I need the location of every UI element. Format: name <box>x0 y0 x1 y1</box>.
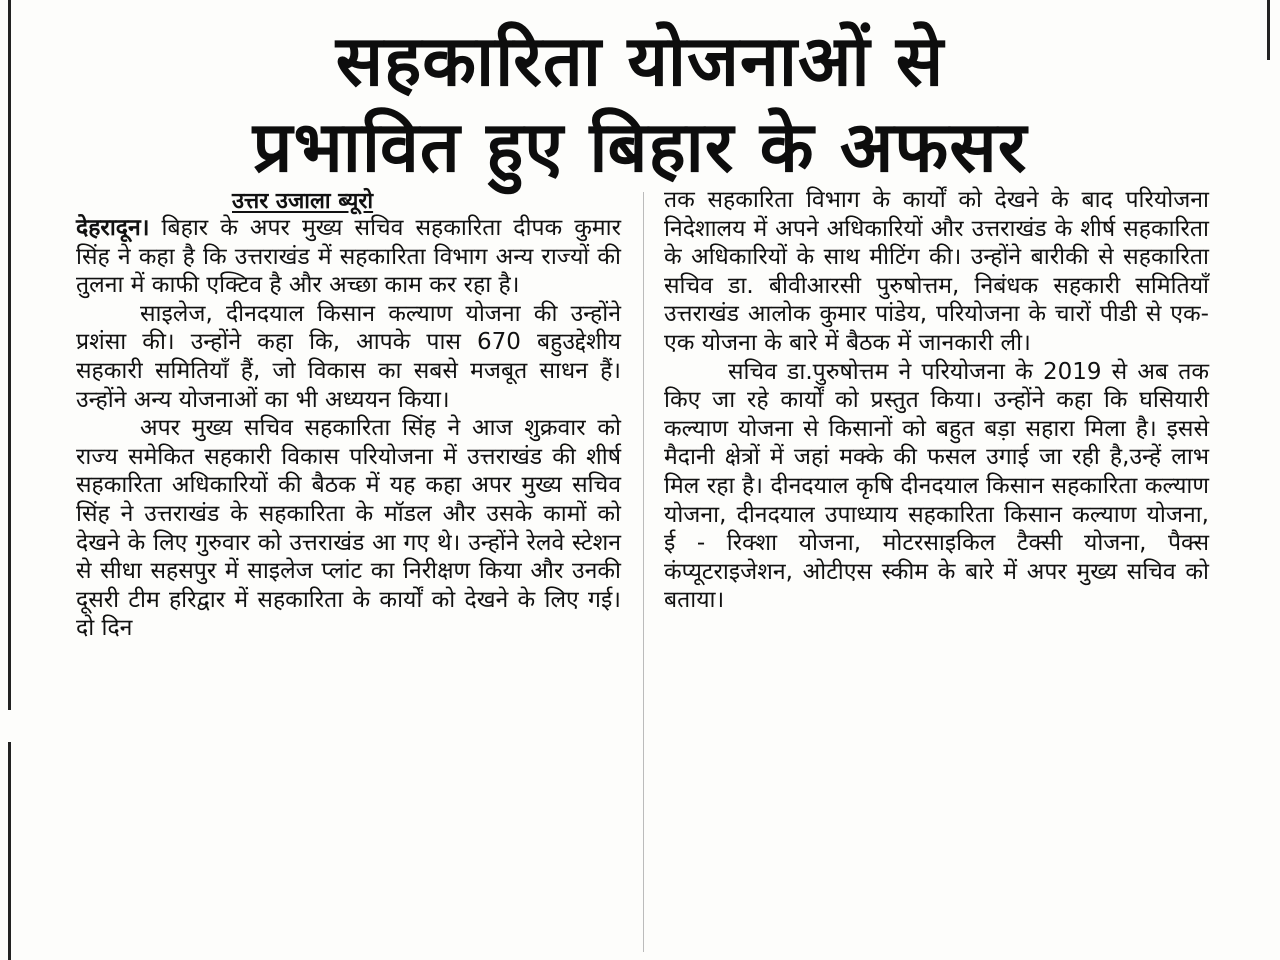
right-border-rule <box>1267 0 1270 60</box>
paragraph-2: साइलेज, दीनदयाल किसान कल्याण योजना की उन्होंने प्रशंसा की। उन्होंने कहा कि, आपके पास 670 बहुउद्देशीय सहकारी समितियाँ हैं, जो विकास का सबसे मजबूत साधन हैं। उन्होंने अन्य योजनाओं का भी अध्ययन किया। <box>76 300 621 413</box>
headline-line-1: सहकारिता योजनाओं से <box>335 20 945 102</box>
article-column-right <box>664 186 1209 615</box>
paragraph-3: अपर मुख्य सचिव सहकारिता सिंह ने आज शुक्रवार को राज्य समेकित सहकारी विकास परियोजना में उत्तराखंड की शीर्ष सहकारिता अधिकारियों की बैठक में यह कहा अपर मुख्य सचिव सिंह ने उत्तराखंड के सहकारिता के मॉडल और उसके कामों को देखने के लिए गुरुवार को उत्तराखंड आ गए थे। उन्होंने रेलवे स्टेशन से सीधा सहसपुर में साइलेज प्लांट का निरीक्षण किया और उनकी दूसरी टीम हरिद्वार में सहकारिता के कार्यों को देखने के लिए गई। दो दिन <box>76 415 621 642</box>
headline-line-2: प्रभावित हुए बिहार के अफसर <box>252 106 1028 188</box>
column-divider <box>643 192 644 952</box>
dateline: देहरादून। <box>76 215 150 241</box>
left-border-rule-top <box>8 0 11 710</box>
paragraph-5: सचिव डा.पुरुषोत्तम ने परियोजना के 2019 से अब तक किए जा रहे कार्यों को प्रस्तुत किया। उन्होंने कहा कि घसियारी कल्याण योजना से किसानों को बहुत बड़ा सहारा मिला है। इससे मैदानी क्षेत्रों में जहां मक्के की फसल उगाई जा रही है,उन्हें लाभ मिल रहा है। दीनदयाल कृषि दीनदयाल किसान सहकारिता कल्याण योजना, दीनदयाल उपाध्याय सहकारिता किसान कल्याण योजना, ई - रिक्शा योजना, मोटरसाइकिल टैक्सी योजना, पैक्स कंप्यूटराइजेशन, ओटीएस स्कीम के बारे में अपर मुख्य सचिव को बताया। <box>664 358 1209 614</box>
paragraph-4: तक सहकारिता विभाग के कार्यों को देखने के बाद परियोजना निदेशालय में अपने अधिकारियों और उत्तराखंड के शीर्ष सहकारिता के अधिकारियों के साथ मीटिंग की। उन्होंने बारीकी से सहकारिता सचिव डा. बीवीआरसी पुरुषोत्तम, निबंधक सहकारी समितियाँ उत्तराखंड आलोक कुमार पांडेय, परियोजना के चारों पीडी से एक-एक योजना के बारे में बैठक में जानकारी ली। <box>664 187 1209 356</box>
left-border-rule-bottom <box>8 742 11 960</box>
paragraph-1-text: बिहार के अपर मुख्य सचिव सहकारिता दीपक कुमार सिंह ने कहा है कि उत्तराखंड में सहकारिता विभाग अन्य राज्यों की तुलना में काफी एक्टिव है और अच्छा काम कर रहा है। <box>76 215 621 299</box>
headline <box>60 18 1220 190</box>
article-column-left <box>76 214 621 643</box>
paragraph-1 <box>76 214 621 300</box>
byline: उत्तर उजाला ब्यूरो <box>232 189 374 214</box>
